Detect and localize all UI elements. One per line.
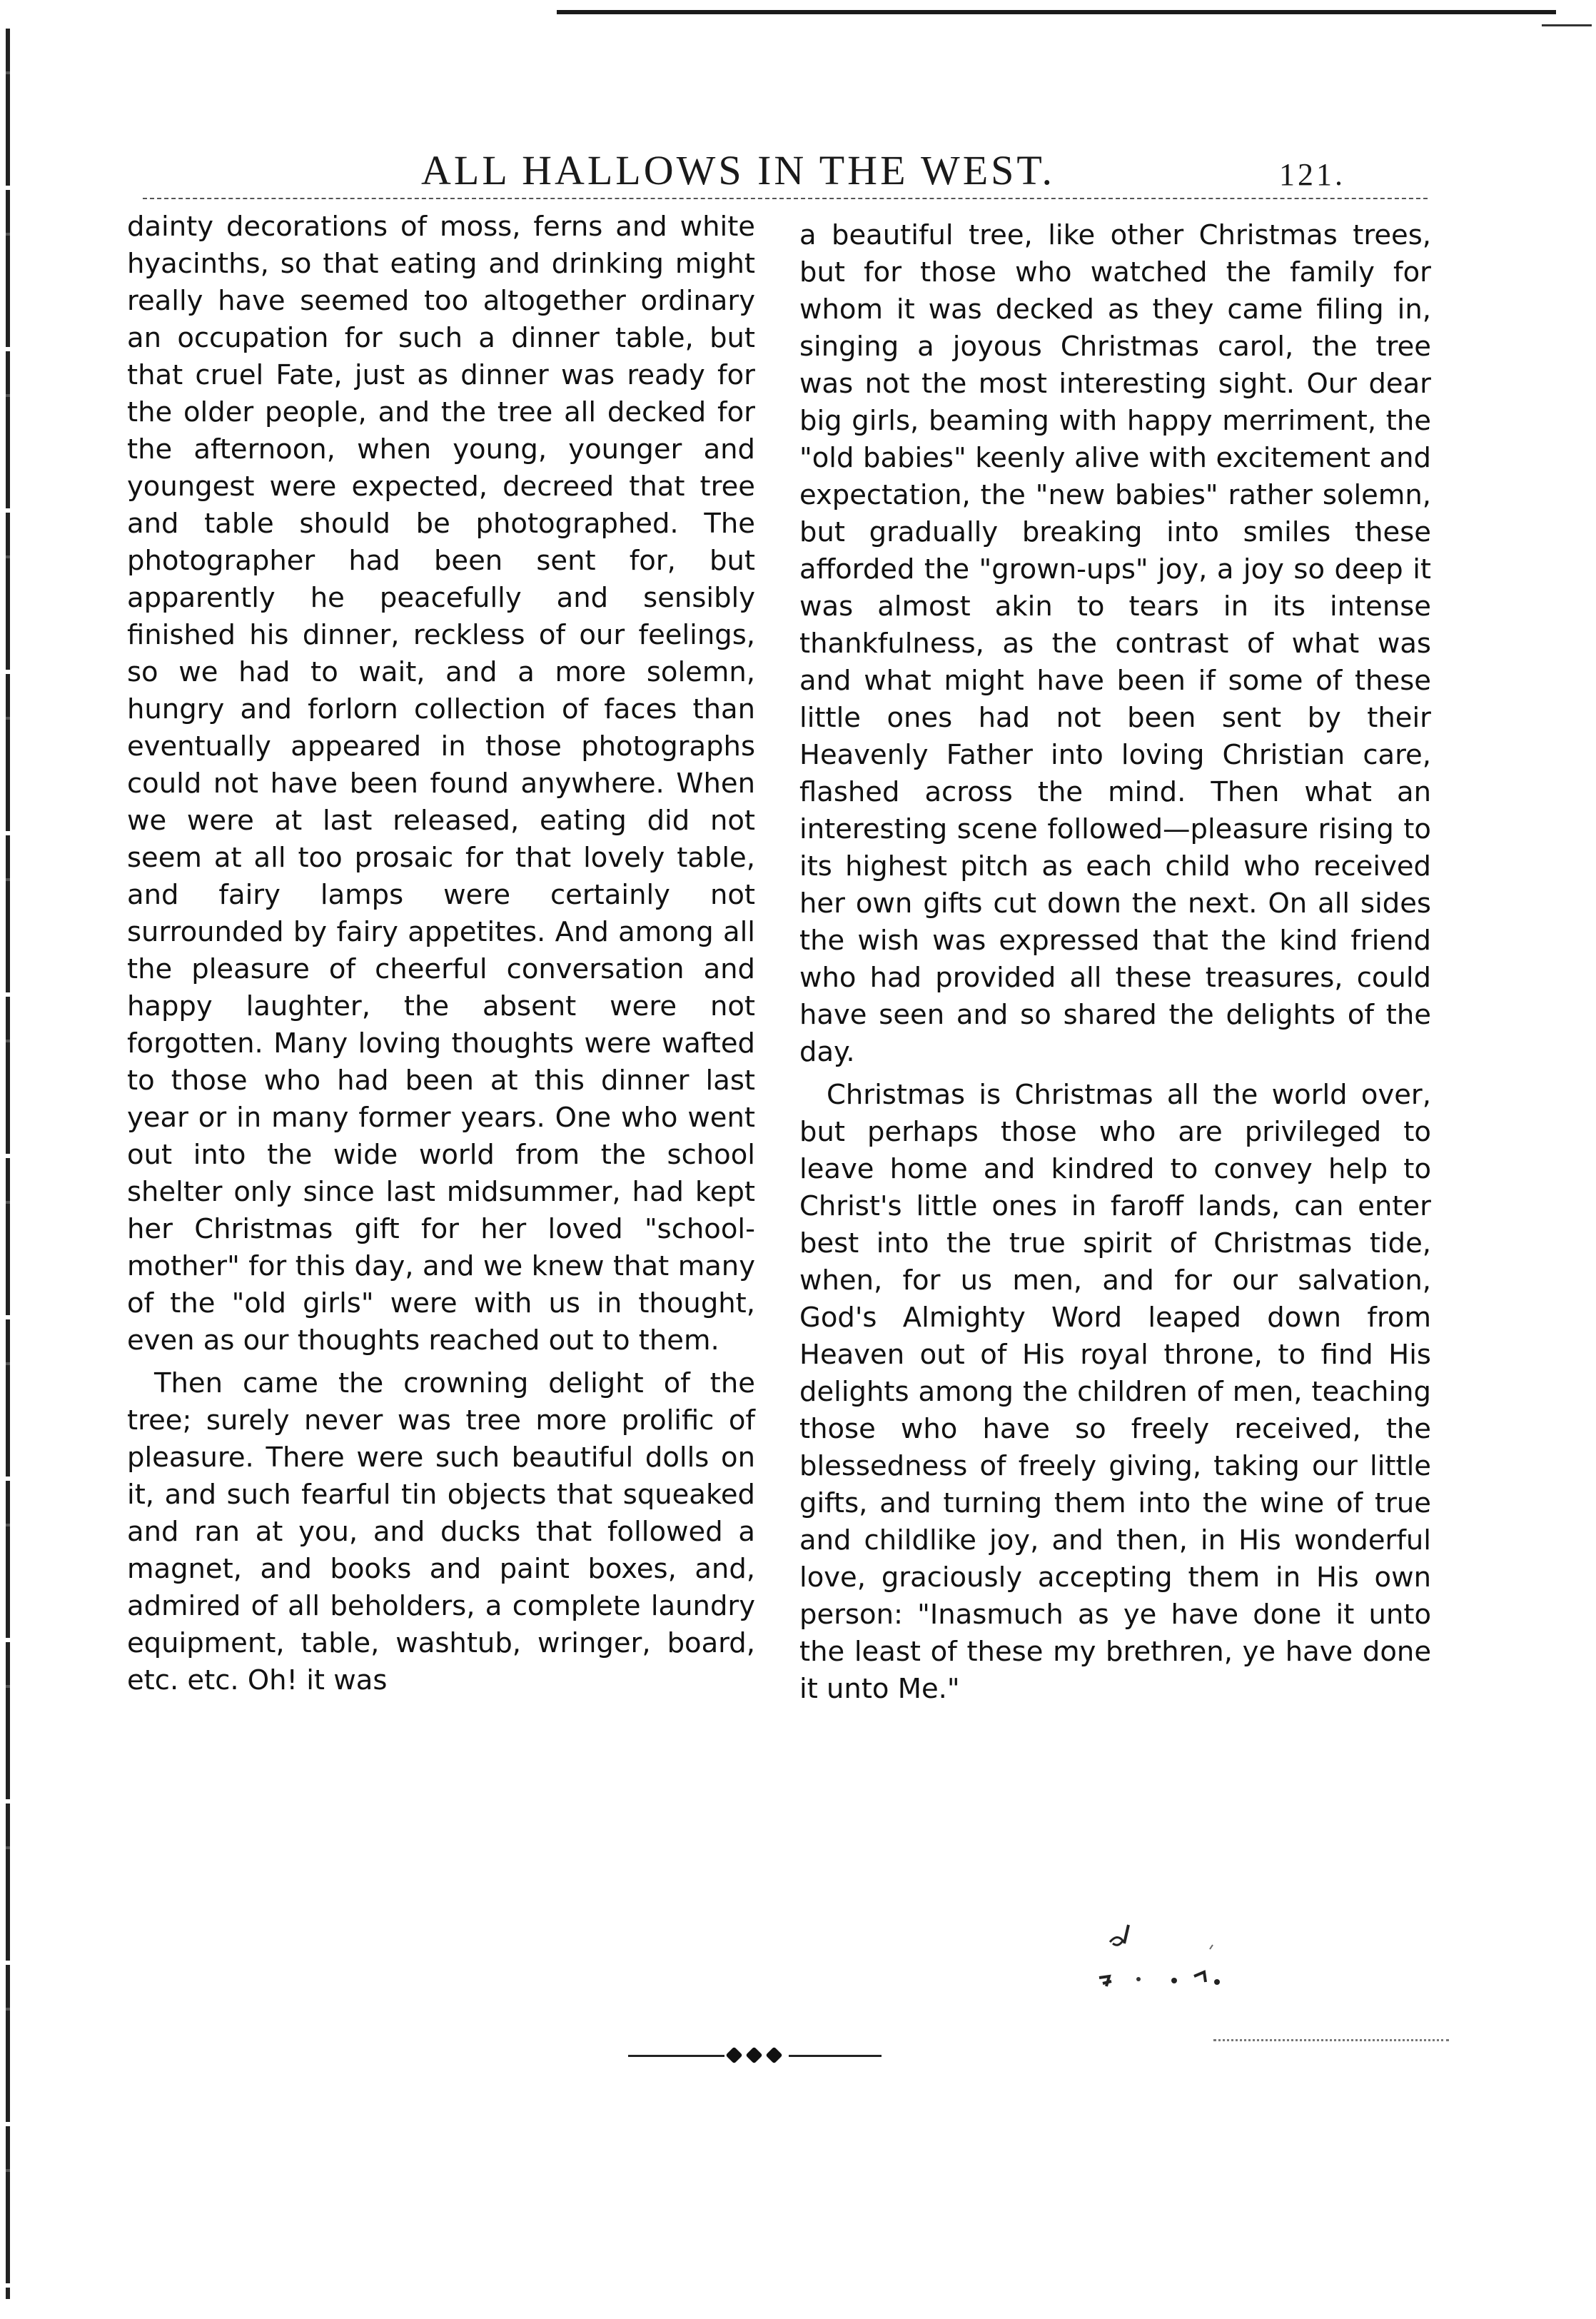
right-column	[799, 217, 1431, 1708]
ornament-dot	[745, 2046, 762, 2063]
divider-ornament-icon	[628, 2042, 885, 2071]
top-edge-rule	[557, 10, 1556, 14]
header-rule	[143, 198, 1428, 199]
page-header	[143, 146, 1428, 211]
ornament-line-left	[628, 2055, 724, 2057]
running-title: ALL HALLOWS IN THE WEST.	[421, 147, 1056, 193]
left-paragraph-1: dainty decorations of moss, ferns and white hyacinths, so that eating and drinking might really have seemed too altogether ordinary an occupation for such a dinner table, but that cruel Fate, just as dinner was ready for the older people, and the tree all decked for the afternoon, when young, younger and youngest were expected, decreed that tree and table should be photographed. The photographer had been sent for, but apparently he peacefully and sensibly finished his dinner, reckless of our feelings, so we had to wait, and a more solemn, hungry and forlorn collection of faces than eventually appeared in those photographs could not have been found anywhere. When we were at last released, eating did not seem at all too prosaic for that lovely table, and fairy lamps were certainly not surrounded by fairy appetites. And among all the pleasure of cheerful conversation and happy laughter, the absent were not forgotten. Many loving thoughts were wafted to those who had been at this dinner last year or in many former years. One who went out into the wide world from the school shelter only since last midsummer, had kept her Christmas gift for her loved "school-mother" for this day, and we knew that many of the "old girls" were with us in thought, even as our thoughts reached out to them.	[127, 211, 755, 1357]
top-edge-rule-tail	[1542, 24, 1592, 26]
left-column	[127, 208, 755, 1699]
ornament-line-right	[789, 2055, 882, 2057]
signature-icon	[1096, 1921, 1267, 1999]
right-paragraph-2: Christmas is Christmas all the world over, but perhaps those who are privileged to leave home and kindred to convey help to Christ's little ones in faroff lands, can enter best into the true spirit of Christmas tide, when, for us men, and for our salvation, God's Almighty Word leaped down from Heaven out of His royal throne, to find His delights among the children of men, teaching those who have so freely received, the blessedness of freely giving, taking our little gifts, and turning them into the wine of true and childlike joy, and then, in His wonderful love, graciously accepting them in His own person: "Inasmuch as ye have done it unto the least of these my brethren, ye have done it unto Me."	[799, 1079, 1431, 1705]
signature-trail	[1213, 2039, 1449, 2044]
ornament-dot	[725, 2046, 742, 2063]
page-number: 121.	[1279, 157, 1345, 192]
binding-edge	[6, 29, 10, 2299]
right-paragraph-1: a beautiful tree, like other Christmas trees, but for those who watched the family for whom it was decked as they came filing in, singing a joyous Christmas carol, the tree was not the most interesting sight. Our dear big girls, beaming with happy merriment, the "old babies" keenly alive with excitement and expectation, the "new babies" rather solemn, but gradually breaking into smiles these afforded the "grown-ups" joy, a joy so deep it was almost akin to tears in its intense thankfulness, as the contrast of what was and what might have been if some of these little ones had not been sent by their Heavenly Father into loving Christian care, flashed across the mind. Then what an interesting scene followed—pleasure rising to its highest pitch as each child who received her own gifts cut down the next. On all sides the wish was expressed that the kind friend who had provided all these treasures, could have seen and so shared the delights of the day.	[799, 219, 1431, 1068]
ornament-dot	[765, 2046, 782, 2063]
left-paragraph-2: Then came the crowning delight of the tree; surely never was tree more prolific of pleasure. There were such beautiful dolls on it, and such fearful tin objects that squeaked and ran at you, and ducks that followed a magnet, and books and paint boxes, and, admired of all beholders, a complete laundry equipment, table, washtub, wringer, board, etc. etc. Oh! it was	[127, 1367, 755, 1696]
